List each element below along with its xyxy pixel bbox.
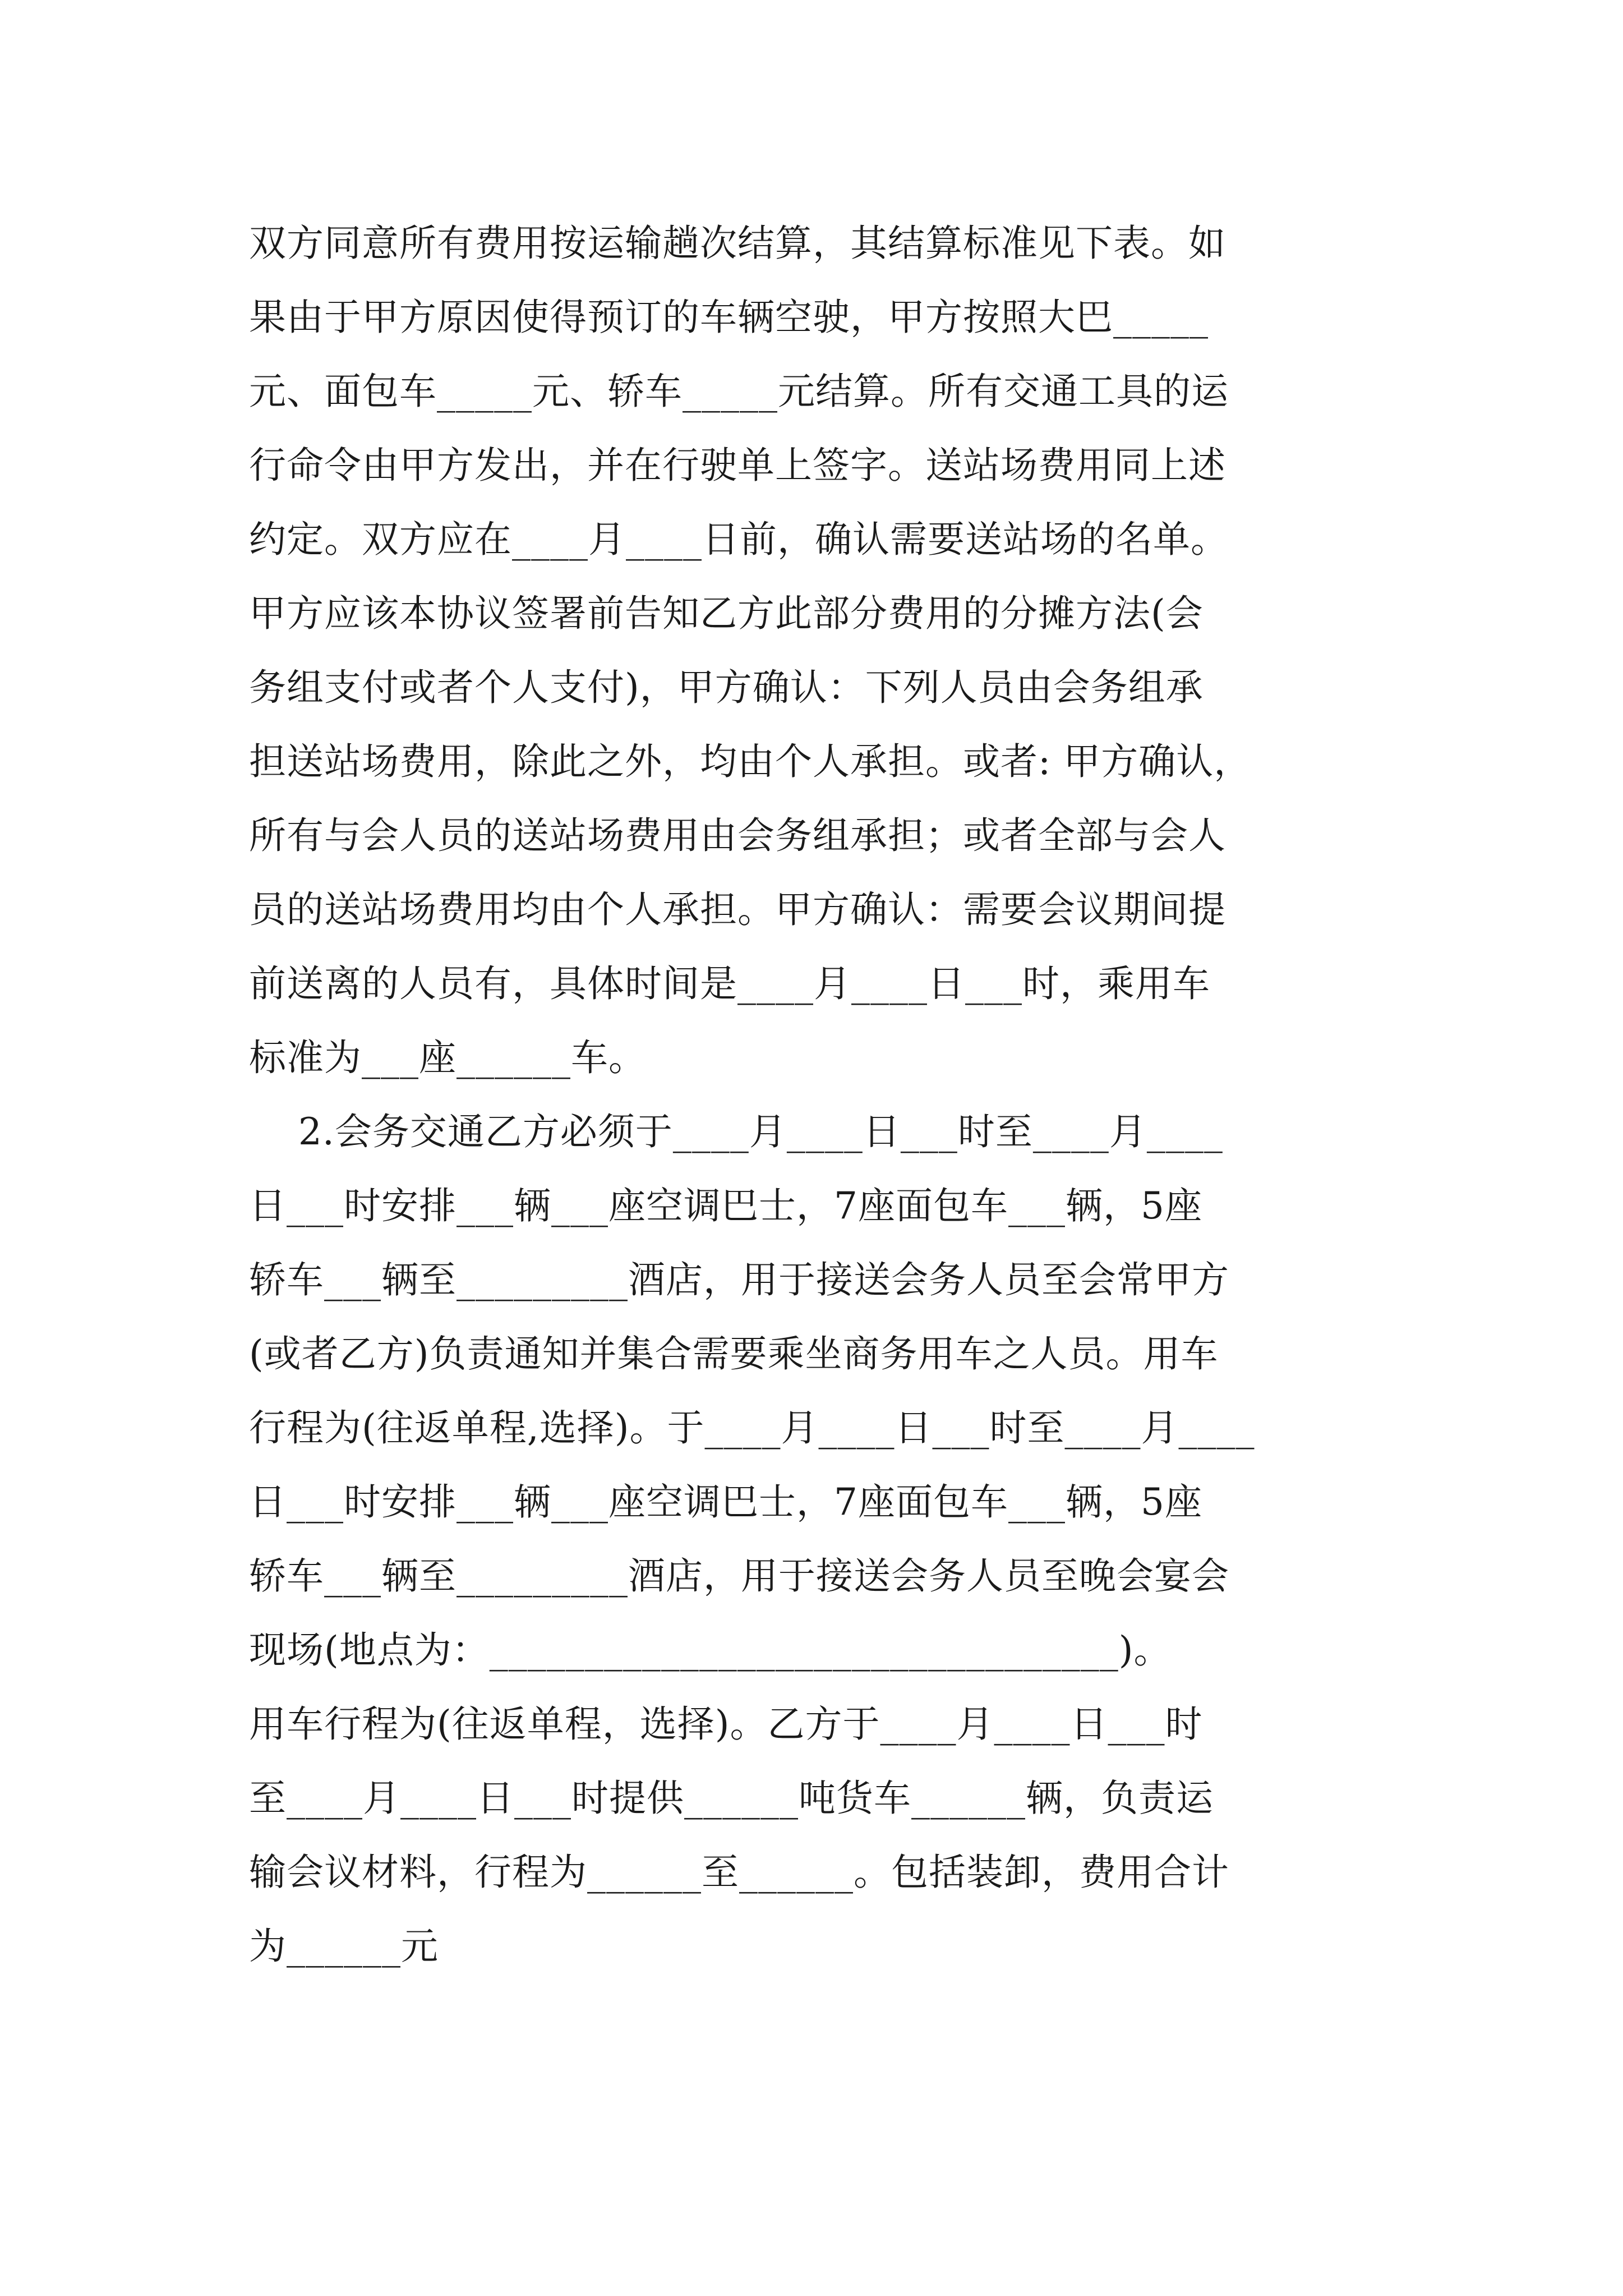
text-line: 用车行程为(往返单程，选择)。乙方于____月____日___时 [249, 1703, 1203, 1746]
text-line: 担送站场费用，除此之外，均由个人承担。或者: 甲方确认， [249, 740, 1252, 783]
text-line: 元、面包车_____元、轿车_____元结算。所有交通工具的运 [249, 370, 1229, 413]
text-line: (或者乙方)负责通知并集合需要乘坐商务用车之人员。用车 [249, 1332, 1219, 1375]
text-line: 行程为(往返单程,选择)。于____月____日___时至____月____ [249, 1406, 1255, 1450]
text-line: 日___时安排___辆___座空调巴士，7座面包车___辆，5座 [249, 1480, 1202, 1524]
text-line: 果由于甲方原因使得预订的车辆空驶，甲方按照大巴_____ [249, 296, 1209, 339]
text-line: 标准为___座______车。 [249, 1036, 646, 1079]
text-line: 务组支付或者个人支付)，甲方确认：下列人员由会务组承 [249, 666, 1204, 709]
contract-body-text [249, 206, 1371, 1984]
text-line: 2.会务交通乙方必须于____月____日___时至____月____ [249, 1110, 1223, 1153]
text-line: 所有与会人员的送站场费用由会务组承担；或者全部与会人 [249, 814, 1226, 857]
text-line: 轿车___辆至_________酒店，用于接送会务人员至晚会宴会 [249, 1554, 1229, 1598]
text-line: 双方同意所有费用按运输趟次结算，其结算标准见下表。如 [249, 222, 1226, 265]
text-line: 现场(地点为：_________________________________)。 [249, 1628, 1172, 1672]
text-line: 前送离的人员有，具体时间是____月____日___时，乘用车 [249, 962, 1210, 1005]
text-line: 至____月____日___时提供______吨货车______辆，负责运 [249, 1777, 1214, 1820]
text-line: 甲方应该本协议签署前告知乙方此部分费用的分摊方法(会 [249, 592, 1204, 635]
text-line: 员的送站场费用均由个人承担。甲方确认：需要会议期间提 [249, 888, 1226, 931]
text-line: 日___时安排___辆___座空调巴士，7座面包车___辆，5座 [249, 1184, 1202, 1227]
text-line: 为______元 [249, 1925, 439, 1968]
text-line: 轿车___辆至_________酒店，用于接送会务人员至会常甲方 [249, 1258, 1229, 1301]
text-line: 约定。双方应在____月____日前，确认需要送站场的名单。 [249, 518, 1228, 561]
text-line: 输会议材料，行程为______至______。包括装卸，费用合计 [249, 1851, 1229, 1894]
text-line: 行命令由甲方发出，并在行驶单上签字。送站场费用同上述 [249, 444, 1226, 487]
